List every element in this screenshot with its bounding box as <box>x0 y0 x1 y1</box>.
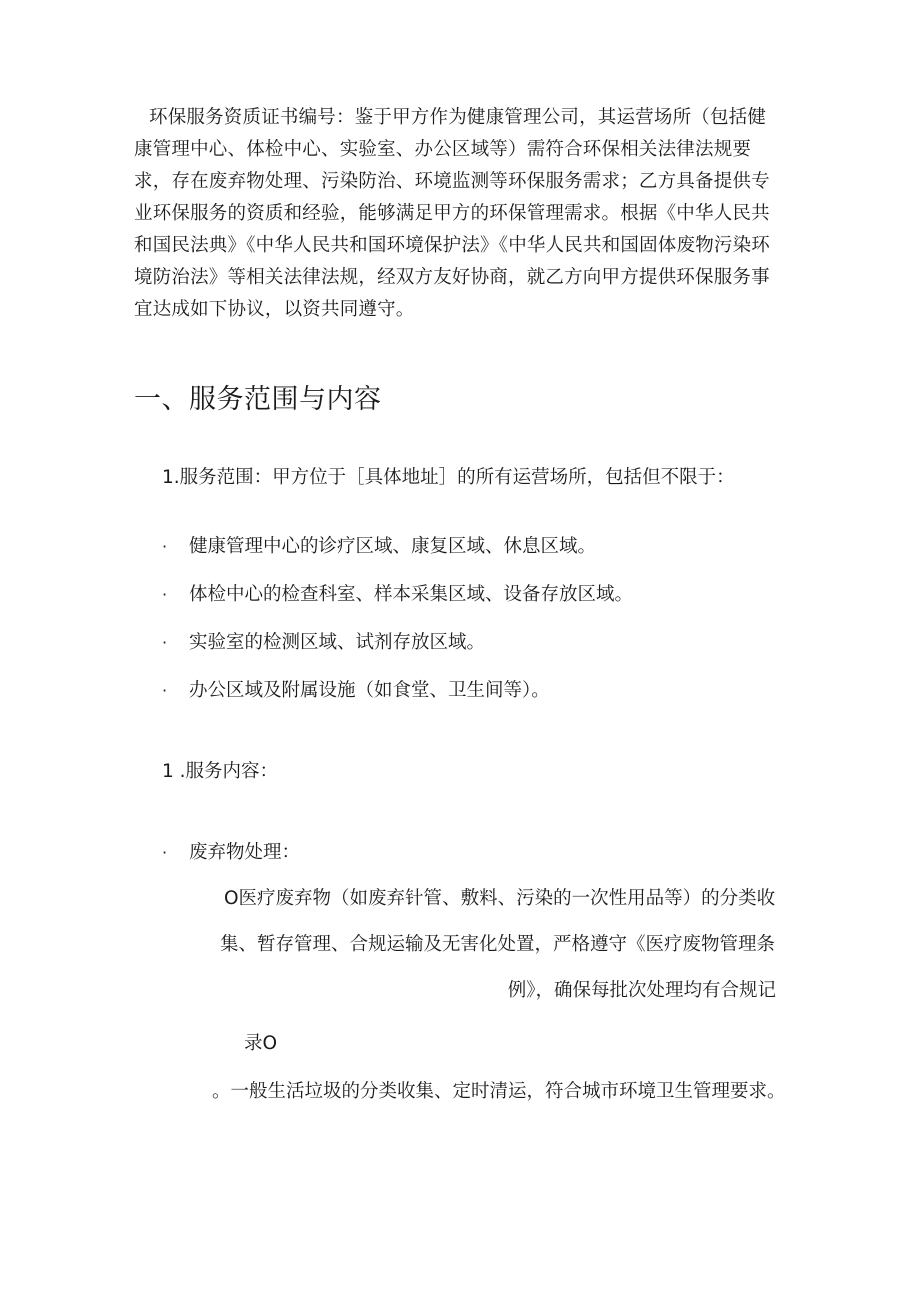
medical-waste-line: 录O <box>244 1033 278 1054</box>
scope-label: 1.服务范围：甲方位于［具体地址］的所有运营场所，包括但不限于： <box>162 467 735 488</box>
list-item <box>162 839 300 867</box>
intro-paragraph: 环保服务资质证书编号：鉴于甲方作为健康管理公司，其运营场所（包括健康管理中心、体检中心、实验室、办公区域等）需符合环保相关法律法规要求，存在废弃物处理、污染防治、环境监测等环保服务需求；乙方具备提供专业环保服务的资质和经验，能够满足甲方的环保管理需求。根据《中华人民共和国民法典》《中华人民共和国环境保护法》《中华人民共和国固体废物污染环境防治法》等相关法律法规，经双方友好协商，就乙方向甲方提供环保服务事宜达成如下协议，以资共同遵守。 <box>134 107 771 320</box>
list-item <box>162 581 633 609</box>
list-item-text: 实验室的检测区域、试剂存放区域。 <box>189 632 486 653</box>
general-waste-line: 。一般生活垃圾的分类收集、定时清运，符合城市环境卫生管理要求。 <box>212 1081 786 1102</box>
list-item <box>162 677 550 705</box>
list-item <box>162 629 485 657</box>
list-item-text: 体检中心的检查科室、样本采集区域、设备存放区域。 <box>189 584 634 605</box>
list-item-text: 废弃物处理： <box>189 842 301 863</box>
content-label: 1 .服务内容： <box>162 761 279 782</box>
list-item-text: 健康管理中心的诊疗区域、康复区域、休息区域。 <box>189 536 597 557</box>
bullet-icon: · <box>162 537 168 556</box>
bullet-icon: · <box>162 681 168 700</box>
medical-waste-line: 集、暂存管理、合规运输及无害化处置，严格遵守《医疗废物管理条 <box>220 934 776 955</box>
bullet-icon: · <box>162 633 168 652</box>
medical-waste-line: O医疗废弃物（如废弃针管、敷料、污染的一次性用品等）的分类收 <box>224 888 776 909</box>
bullet-icon: · <box>162 843 168 862</box>
list-item-text: 办公区域及附属设施（如食堂、卫生间等）。 <box>189 680 550 701</box>
medical-waste-paragraph <box>220 876 776 1014</box>
bullet-icon: · <box>162 585 168 604</box>
medical-waste-line: 例》，确保每批次处理均有合规记 <box>507 980 776 1001</box>
list-item <box>162 533 596 561</box>
section-heading: 一、服务范围与内容 <box>134 384 382 415</box>
